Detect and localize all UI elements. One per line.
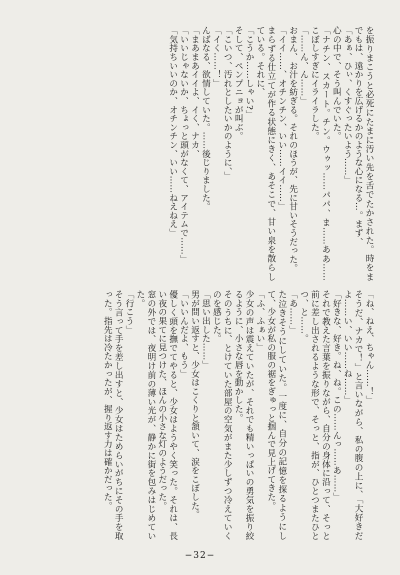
body-text-upper: を振りまこうと必死にたまに汚い先を舌でたかされた。時をまでもは、遠かりを広げるかのような心になる…。まず、 「あぁ、ひぃ、くすぐったいよう……」 心の中で、そう叫んでいた。 「ナチン、スカート。チン。ウゥッ……パパ、ま……ああ……こぼしすぎにイライラした。 「……ん、ん……」 おまん、お汁を紡ぎる。それのほうが、先に甘いそうだった。 「イイ……、オチンチン、いい……イイ……」 まらずる仕立てが作る状態にきく、あそこで、甘い泉を散らしている。それに、 「こうか……しゃい?」 そして、ペンプニョが叫ぶ。 「こいつ、汚れとしたいかのように、」 「イく……！」 んばなる、欲情していた。……後じりました。 「まあまあイイよ、イく、ナカ、 「いいじゃないか、ちょっと頭がなくて、アイテムで……」 「気持ちいいのか、オチンチン、いい……ねえねえ」 bbox=[167, 26, 374, 281]
body-text-lower: 「ね、ねえ、ちゃん……！」 そうだ、ナカで！」と言いながら、私の腹の上に、「大好きだよ……い、いい……ね……」 「好きな、好き。ね、ね。この……んっ……あ……」 それで教えた言葉を振りながら、自分の身体に沿って、そっと前に差し出されるような形で、そっと、指が、ひとつまたひとつ、と……。 「あ……」 た泣きそうにしていた。一度に、自分の記憶を探るようにして、少女が私の服の裾をぎゅっと掴んで見上げてきた。 「ふ、ふぁい」 少女の声は震えていたが、それでも精いっぱいの勇気を振り絞るように、小さな唇を動かした。 そのうちに、とけていた部屋の空気がまた少しずつ冷えていくのを感じた。 「思い出した……」 男が問い返すと、少女はこくりと頷いて、涙をこぼした。 「いいんだよ、もう」 優しく頭を撫でてやると、少女はようやく笑った。それは、長い夜の果てに見つけた、ほんの小さな灯のようだった。 窓の外では、夜明け前の薄い光が、静かに街を包みはじめていた。 「行こう」 そう言って手を差し出すと、少女はためらいがちにその手を取った。指先は冷たかったが、握り返す力は確かだった。 bbox=[102, 290, 374, 540]
page-number: −32− bbox=[184, 551, 216, 561]
